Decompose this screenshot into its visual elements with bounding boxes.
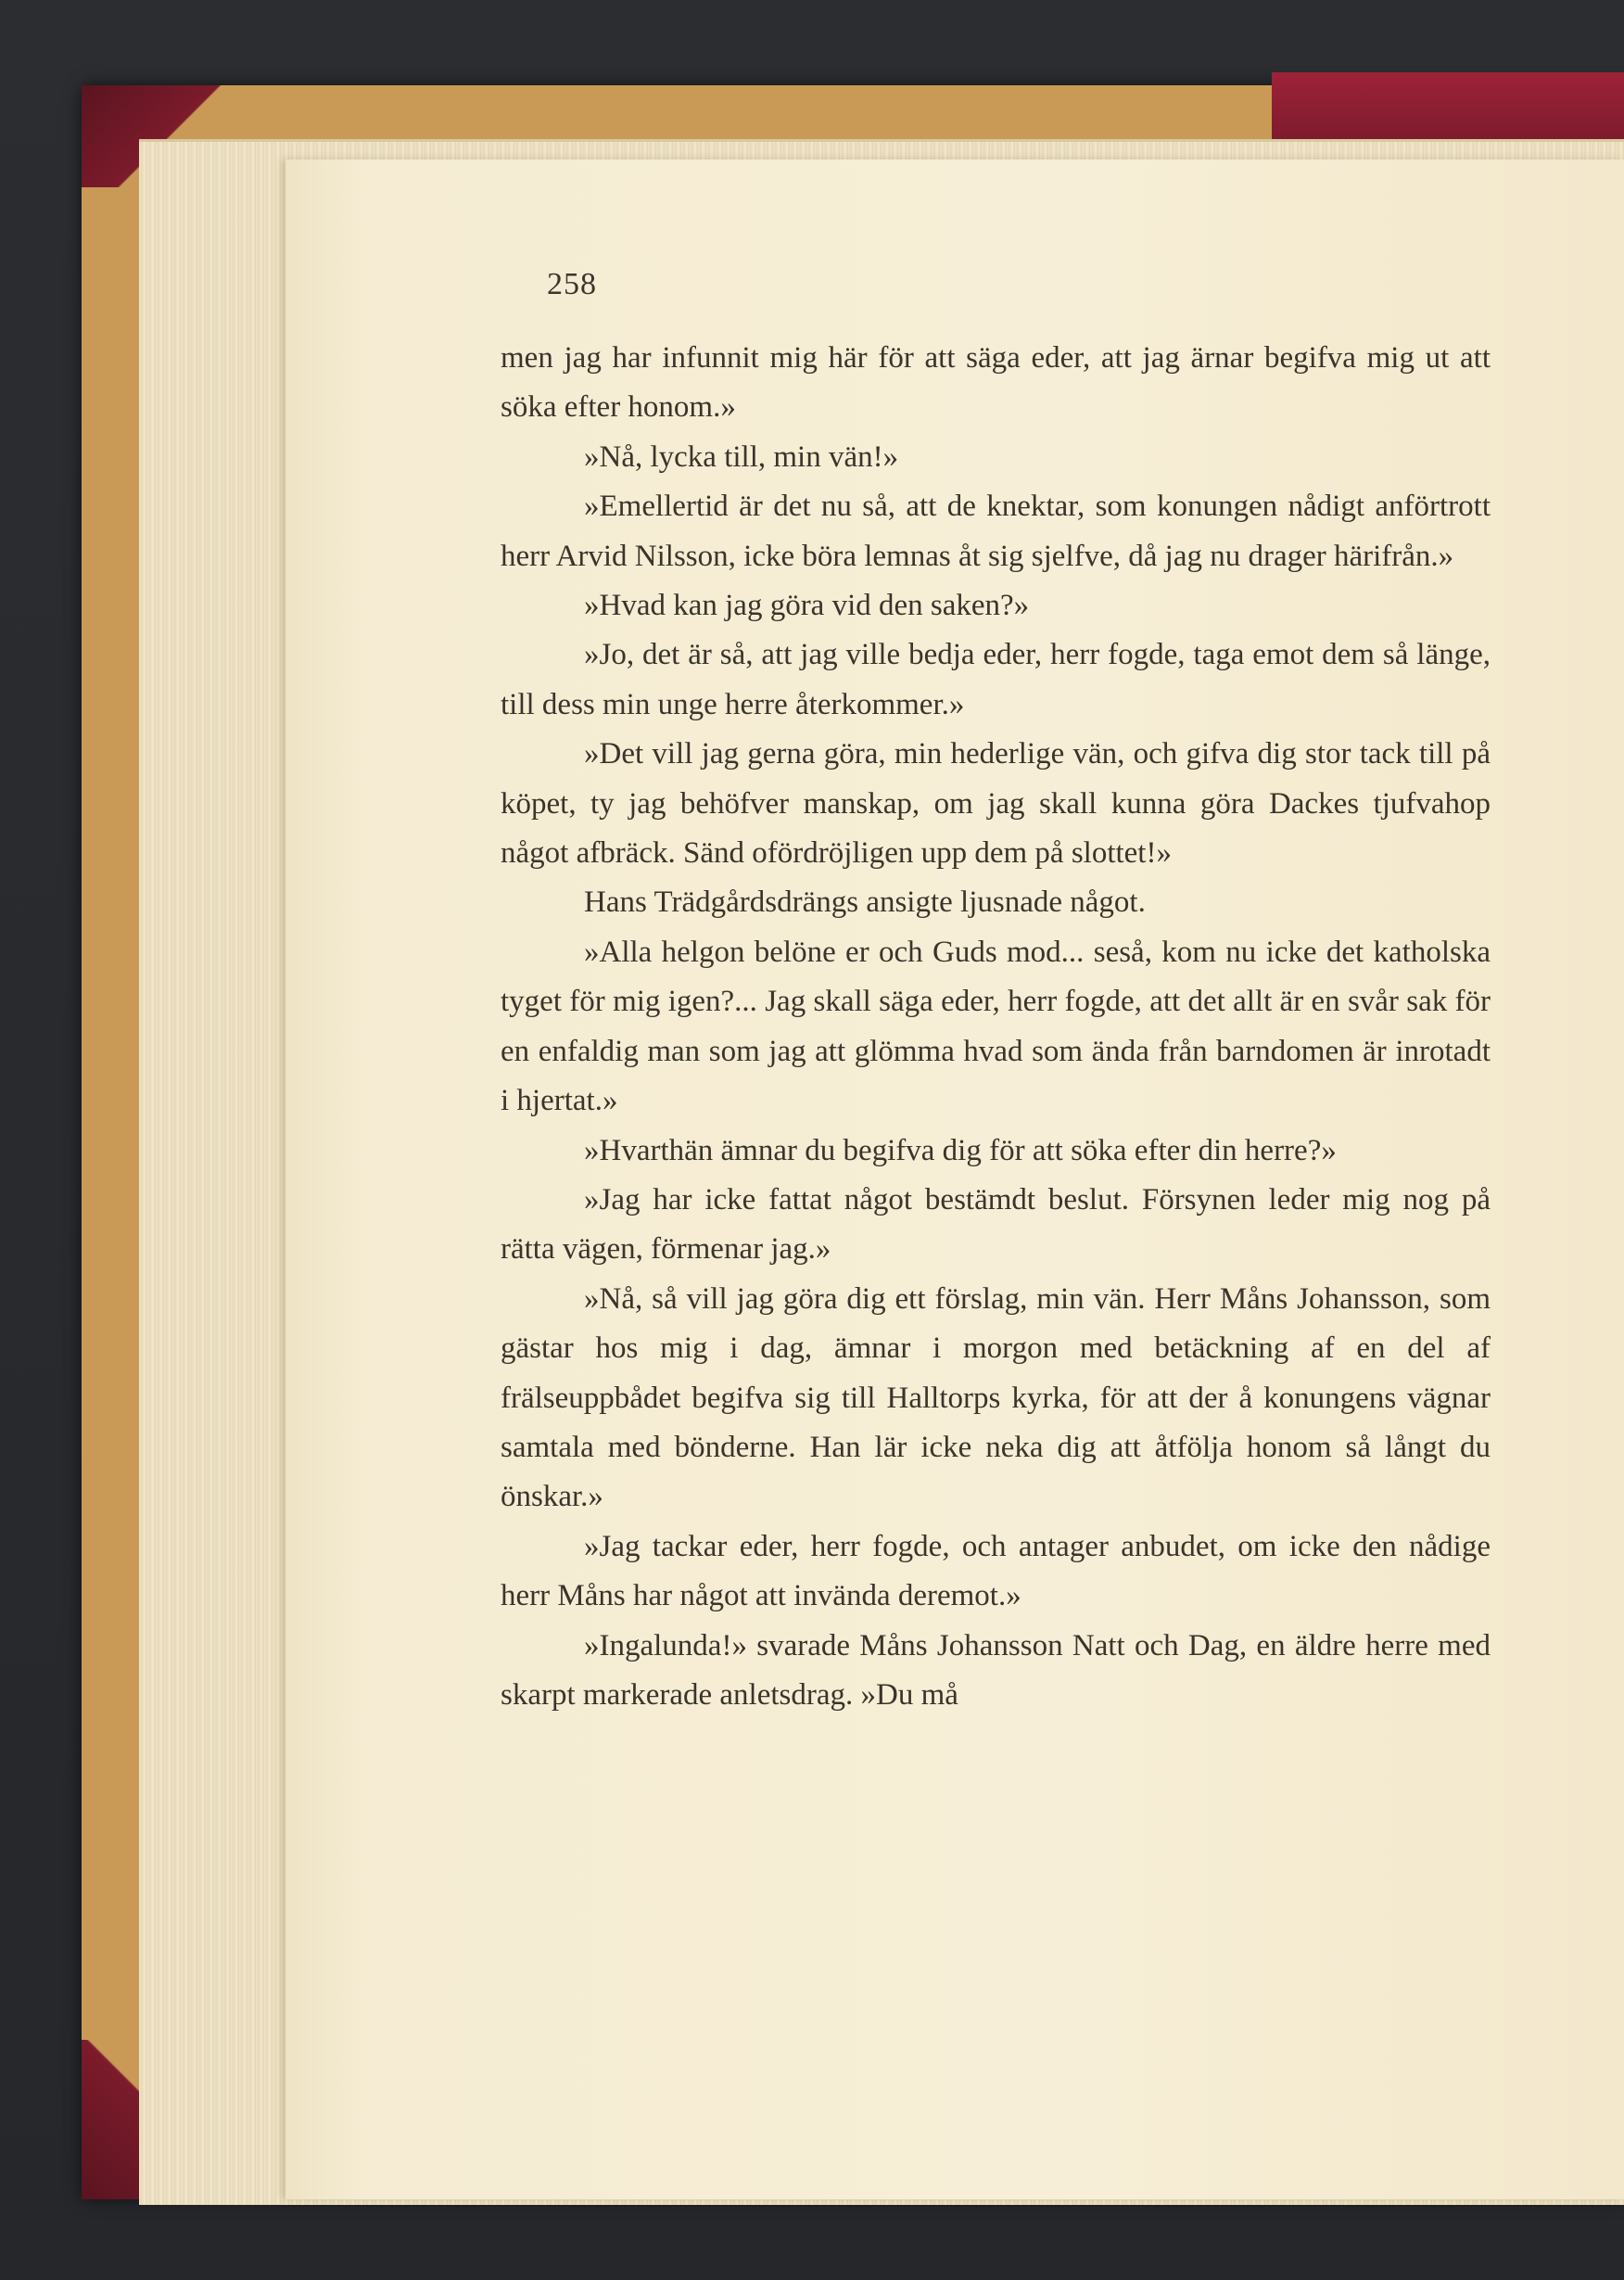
paragraph: »Emellertid är det nu så, att de knektar, som konungen nådigt anförtrott herr Arvid Nilsson, icke böra lemnas åt sig sjelfve, då jag nu drager härifrån.»: [501, 490, 1491, 573]
body-text: [501, 334, 1491, 1720]
paragraph: Hans Trädgårdsdrängs ansigte ljusnade något.: [584, 885, 1146, 920]
paragraph: »Ingalunda!» svarade Måns Johansson Natt och Dag, en äldre herre med skarpt markerade anletsdrag. »Du må: [501, 1628, 1491, 1712]
paragraph: »Det vill jag gerna göra, min hederlige vän, och gifva dig stor tack till på köpet, ty jag behöfver manskap, om jag skall kunna göra Dackes tjufvahop något afbräck. Sänd ofördröjligen upp dem på slottet!»: [501, 737, 1491, 871]
paragraph: »Nå, lycka till, min vän!»: [584, 439, 899, 474]
paragraph: men jag har infunnit mig här för att säga eder, att jag ärnar begifva mig ut att söka efter honom.»: [501, 341, 1491, 425]
cover-red-binding: [1272, 72, 1624, 146]
paragraph: »Jag tackar eder, herr fogde, och antager anbudet, om icke den nådige herr Måns har något att invända deremot.»: [501, 1529, 1491, 1613]
paragraph: »Hvad kan jag göra vid den saken?»: [584, 589, 1030, 623]
paragraph: »Jo, det är så, att jag ville bedja eder, herr fogde, taga emot dem så länge, till dess min unge herre återkommer.»: [501, 638, 1491, 721]
paragraph: »Hvarthän ämnar du begifva dig för att söka efter din herre?»: [584, 1133, 1337, 1167]
paragraph: »Nå, så vill jag göra dig ett förslag, min vän. Herr Måns Johansson, som gästar hos mig i dag, ämnar i morgon med betäckning af en del af frälseuppbådet begifva sig till Halltorps kyrka, för att der å konungens vägnar samtala med bönderne. Han lär icke neka dig att åtfölja honom så långt du önskar.»: [501, 1281, 1491, 1514]
paragraph: »Alla helgon belöne er och Guds mod... seså, kom nu icke det katholska tyget för mig igen?... Jag skall säga eder, herr fogde, att det allt är en svår sak för en enfaldig man som jag att glömma hvad som ända från barndomen är inrotadt i hjertat.»: [501, 935, 1491, 1118]
paragraph: »Jag har icke fattat något bestämdt beslut. Försynen leder mig nog på rätta vägen, förmenar jag.»: [501, 1182, 1491, 1267]
page-number: 258: [547, 267, 597, 301]
